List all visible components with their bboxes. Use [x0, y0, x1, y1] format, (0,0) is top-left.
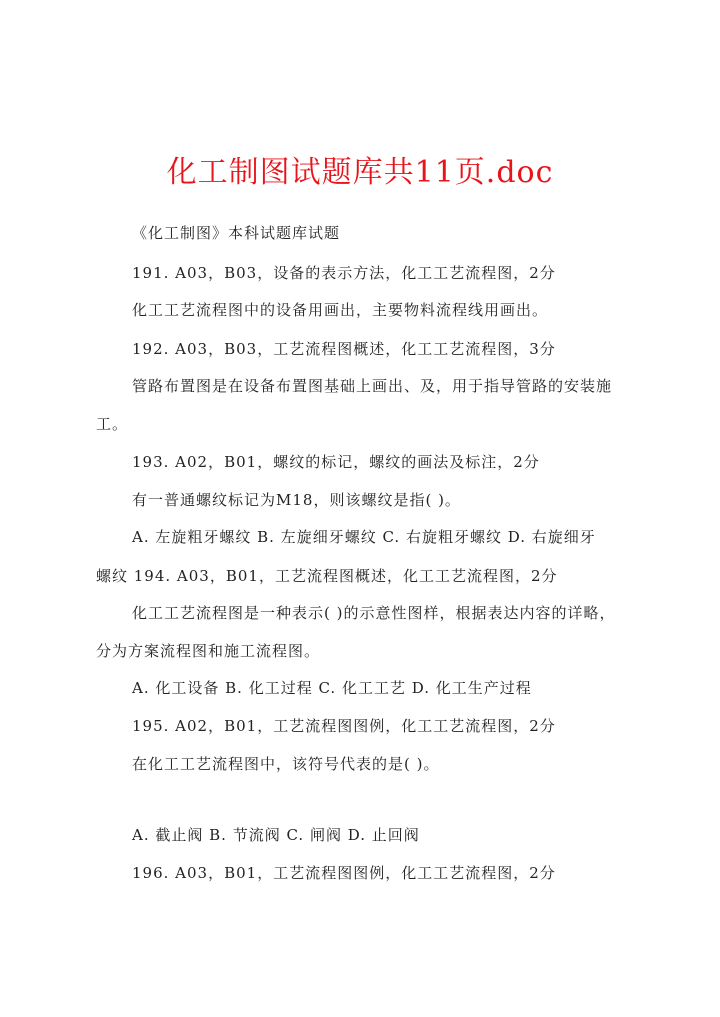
text-line: 化工工艺流程图中的设备用画出，主要物料流程线用画出。	[132, 301, 549, 319]
text-line: A. 截止阀 B. 节流阀 C. 闸阀 D. 止回阀	[132, 826, 420, 844]
text-line: 化工工艺流程图是一种表示( )的示意性图样，根据表达内容的详略，	[132, 604, 616, 622]
text-line: 在化工工艺流程图中，该符号代表的是( )。	[132, 755, 440, 773]
text-line: A. 化工设备 B. 化工过程 C. 化工工艺 D. 化工生产过程	[132, 679, 532, 697]
text-line: 管路布置图是在设备布置图基础上画出、及，用于指导管路的安装施	[132, 377, 613, 395]
text-line: 196. A03，B01，工艺流程图图例，化工工艺流程图，2分	[132, 864, 556, 882]
text-line: 螺纹 194. A03，B01，工艺流程图概述，化工工艺流程图，2分	[96, 567, 558, 585]
text-line: 分为方案流程图和施工流程图。	[96, 642, 321, 660]
text-line: A. 左旋粗牙螺纹 B. 左旋细牙螺纹 C. 右旋粗牙螺纹 D. 右旋细牙	[132, 528, 596, 546]
text-line: 192. A03，B03，工艺流程图概述，化工工艺流程图，3分	[132, 340, 556, 358]
text-line: 有一普通螺纹标记为M18，则该螺纹是指( )。	[132, 491, 461, 509]
text-line: 《化工制图》本科试题库试题	[132, 224, 341, 242]
text-line: 工。	[96, 415, 129, 433]
document-title: 化工制图试题库共11页.doc	[166, 155, 554, 190]
text-line: 191. A03，B03，设备的表示方法，化工工艺流程图，2分	[132, 264, 556, 282]
text-line: 195. A02，B01，工艺流程图图例，化工工艺流程图，2分	[132, 717, 556, 735]
text-line: 193. A02，B01，螺纹的标记，螺纹的画法及标注，2分	[132, 453, 540, 471]
